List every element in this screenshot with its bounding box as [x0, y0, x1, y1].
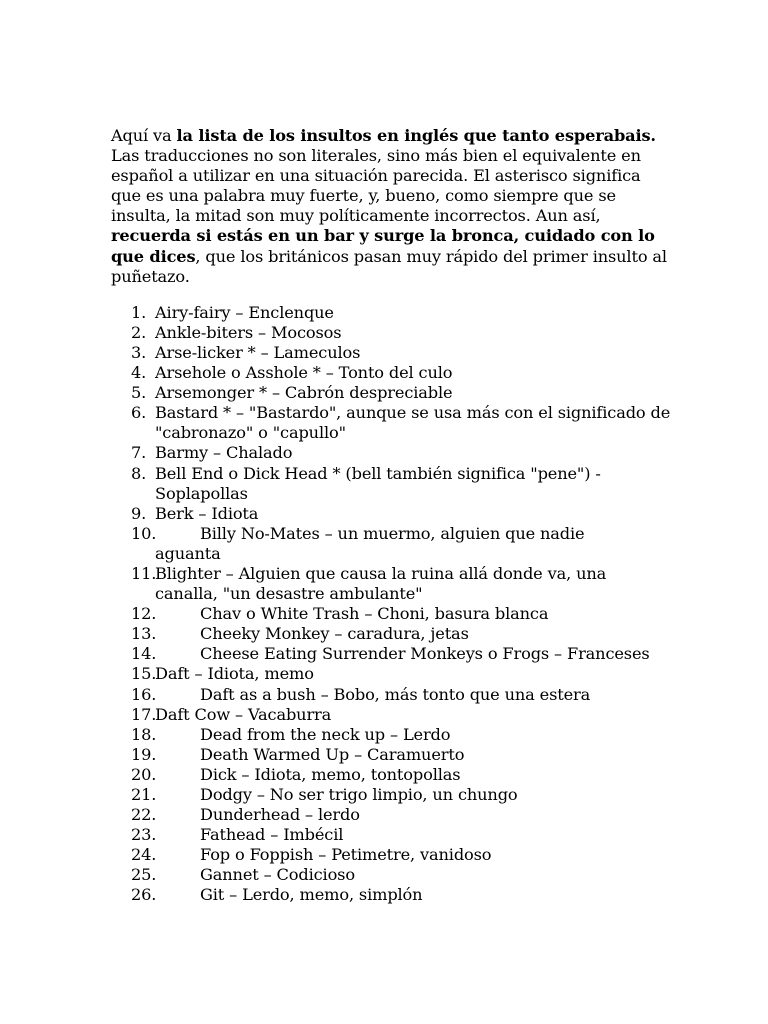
item-text: Git – Lerdo, memo, simplón — [200, 885, 423, 905]
item-number: 3. — [131, 342, 147, 362]
item-text: Bastard * – "Bastardo", aunque se usa más con el significado de "cabronazo" o "capullo" — [155, 403, 671, 443]
item-text: Billy No-Mates – un muermo, alguien que nadie — [200, 523, 585, 543]
list-item — [111, 504, 671, 524]
intro-paragraph — [111, 126, 671, 287]
list-item — [111, 885, 671, 905]
item-text: Fathead – Imbécil — [200, 825, 344, 845]
list-item — [111, 403, 671, 443]
item-text: Barmy – Chalado — [155, 443, 293, 463]
item-number: 12. — [131, 604, 157, 624]
item-number: 16. — [131, 684, 157, 704]
list-item — [111, 745, 671, 765]
item-number: 9. — [131, 503, 147, 523]
list-item — [111, 805, 671, 825]
intro-text-1: Aquí va — [111, 126, 177, 145]
list-item — [111, 564, 671, 604]
item-number: 23. — [131, 825, 157, 845]
item-text: Chav o White Trash – Choni, basura blanca — [200, 604, 549, 624]
item-number: 18. — [131, 724, 157, 744]
list-item — [111, 644, 671, 664]
item-text: Blighter – Alguien que causa la ruina allá donde va, una canalla, "un desastre ambulante" — [155, 563, 607, 604]
item-text: Fop o Foppish – Petimetre, vanidoso — [200, 845, 492, 865]
insults-list — [111, 303, 671, 906]
list-item — [111, 343, 671, 363]
item-number: 20. — [131, 764, 157, 784]
item-number: 6. — [131, 403, 147, 423]
item-number: 21. — [131, 785, 157, 804]
item-text: Daft as a bush – Bobo, más tonto que una estera — [200, 684, 591, 704]
item-text: Airy-fairy – Enclenque — [155, 302, 334, 322]
document-page — [111, 126, 671, 906]
item-text: Cheeky Monkey – caradura, jetas — [200, 624, 469, 644]
item-text: Death Warmed Up – Caramuerto — [200, 744, 465, 764]
item-text: Gannet – Codicioso — [200, 865, 355, 885]
list-item — [111, 604, 671, 624]
item-text: Arsehole o Asshole * – Tonto del culo — [155, 363, 453, 383]
item-text: Berk – Idiota — [155, 503, 259, 523]
item-number: 25. — [131, 865, 157, 885]
item-text: Ankle-biters – Mocosos — [155, 322, 342, 342]
item-text: Bell End o Dick Head * (bell también significa "pene") - Soplapollas — [155, 463, 601, 503]
item-number: 15. — [131, 664, 157, 684]
list-item — [111, 845, 671, 865]
item-text: Dodgy – No ser trigo limpio, un chungo — [200, 785, 518, 804]
intro-bold-1: la lista de los insultos en inglés que tanto esperabais. — [176, 126, 656, 145]
item-number: 5. — [131, 383, 147, 403]
intro-bold-2: recuerda si estás en un bar y surge la bronca, cuidado con lo que dices — [111, 226, 655, 266]
item-text: Arse-licker * – Lameculos — [155, 342, 361, 362]
list-item — [111, 785, 671, 805]
list-item — [111, 464, 671, 504]
item-number: 17. — [131, 704, 157, 724]
intro-text-3: , que los británicos pasan muy rápido del primer insulto al puñetazo. — [111, 246, 667, 286]
item-number: 24. — [131, 845, 157, 865]
item-number: 26. — [131, 885, 157, 905]
item-text: Dick – Idiota, memo, tontopollas — [200, 764, 461, 784]
list-item — [111, 363, 671, 383]
item-text: Cheese Eating Surrender Monkeys o Frogs – Franceses — [200, 644, 650, 664]
list-item — [111, 383, 671, 403]
item-number: 8. — [131, 463, 147, 483]
list-item — [111, 323, 671, 343]
item-number: 7. — [131, 443, 147, 463]
item-number: 14. — [131, 644, 157, 664]
list-item — [111, 524, 671, 564]
item-text: Dunderhead – lerdo — [200, 805, 360, 825]
list-item — [111, 443, 671, 463]
item-text: Arsemonger * – Cabrón despreciable — [155, 383, 453, 403]
intro-text-2: Las traducciones no son literales, sino más bien el equivalente en español a utilizar en una situación parecida. El asterisco significa que es una palabra muy fuerte, y, bueno, como siempre que se insulta, la mitad son muy políticamente incorrectos. Aun así, — [111, 146, 641, 226]
item-number: 19. — [131, 744, 157, 764]
list-item — [111, 664, 671, 684]
list-item — [111, 685, 671, 705]
item-text: Dead from the neck up – Lerdo — [200, 724, 451, 744]
item-number: 1. — [131, 302, 147, 322]
list-item — [111, 624, 671, 644]
item-number: 11. — [131, 563, 157, 583]
list-item — [111, 865, 671, 885]
item-text: Daft Cow – Vacaburra — [155, 704, 332, 724]
list-item — [111, 765, 671, 785]
item-number: 4. — [131, 363, 147, 383]
list-item — [111, 705, 671, 725]
item-number: 13. — [131, 624, 157, 644]
item-number: 22. — [131, 805, 157, 825]
item-number: 2. — [131, 322, 147, 342]
item-text-continuation: aguanta — [155, 543, 221, 563]
item-number: 10. — [131, 523, 157, 543]
list-item — [111, 825, 671, 845]
list-item — [111, 725, 671, 745]
list-item — [111, 303, 671, 323]
item-text: Daft – Idiota, memo — [155, 664, 314, 684]
